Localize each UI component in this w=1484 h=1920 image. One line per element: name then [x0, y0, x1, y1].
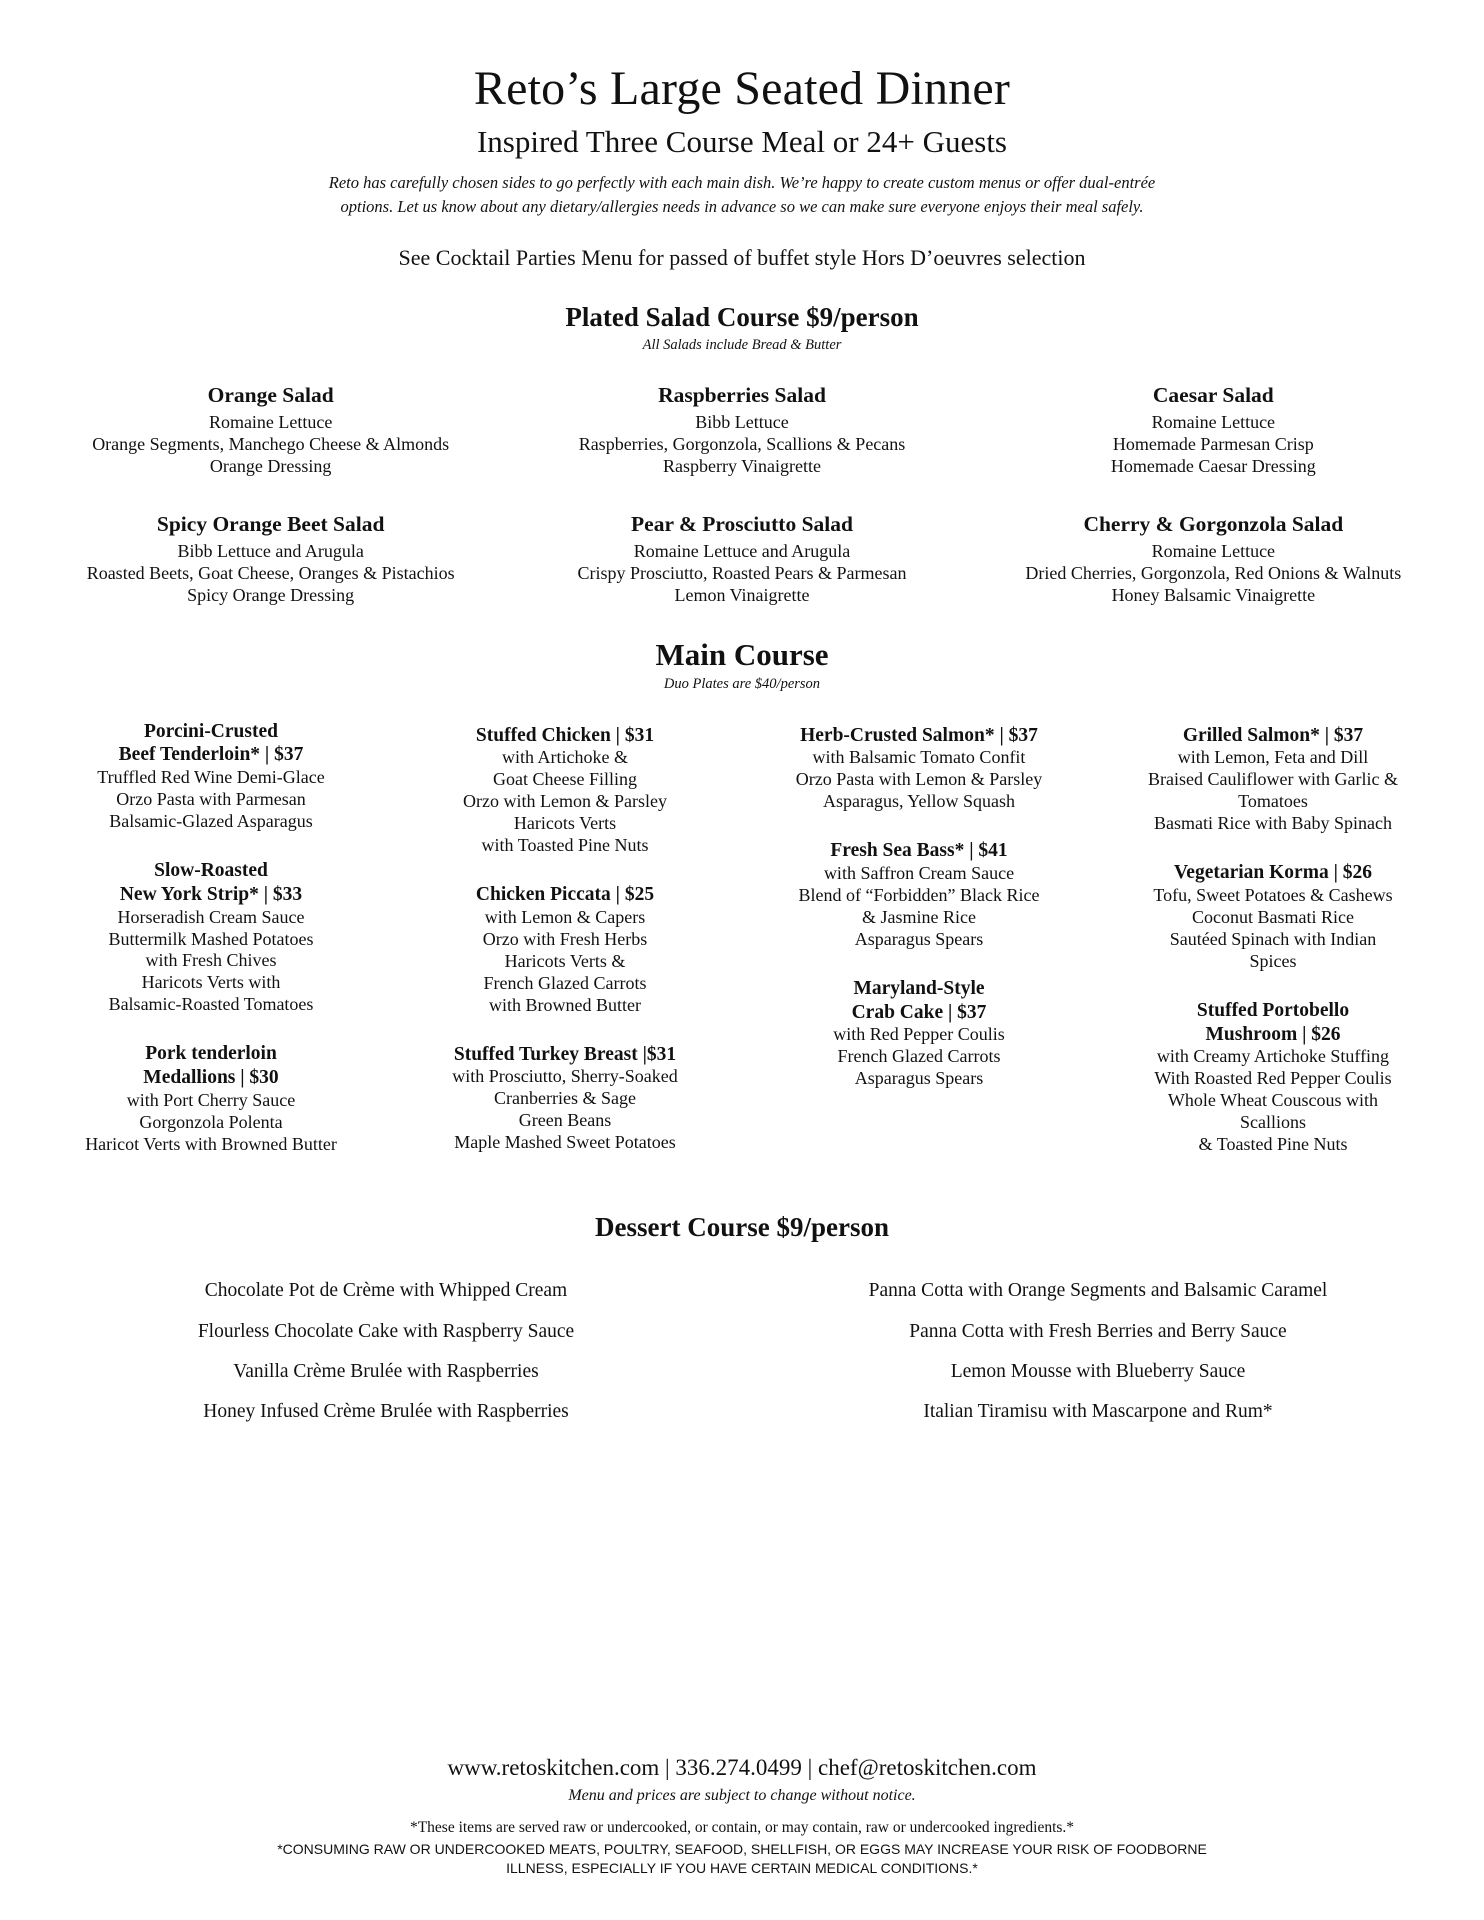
salad-item [983, 511, 1444, 606]
dish-desc-line: Whole Wheat Couscous with [1167, 1090, 1379, 1111]
salad-desc-line: Romaine Lettuce [1151, 411, 1276, 432]
salad-name: Pear & Prosciutto Salad [631, 512, 853, 537]
dish [394, 883, 736, 1017]
intro-paragraph [292, 171, 1192, 219]
dish-name [748, 839, 1090, 863]
dessert-item: Vanilla Crème Brulée with Raspberries [233, 1360, 539, 1382]
footer-contact-line: www.retoskitchen.com | 336.274.0499 | chef@retoskitchen.com [447, 1755, 1037, 1781]
dish-name-line: Chicken Piccata | $25 [475, 884, 655, 906]
main-course-heading: Main Course [655, 636, 829, 672]
dish-desc-line: French Glazed Carrots [483, 972, 647, 993]
dish-desc-line: With Roasted Red Pepper Coulis [1154, 1068, 1392, 1089]
dish-desc-line: Asparagus Spears [854, 928, 984, 949]
dish [40, 1042, 382, 1155]
salad-desc-line: Honey Balsamic Vinaigrette [1111, 585, 1316, 606]
salad-desc-line: Raspberries, Gorgonzola, Scallions & Pecans [578, 434, 906, 455]
main-course-grid [40, 720, 1444, 1183]
salad-description [987, 411, 1440, 477]
dessert-item: Lemon Mousse with Blueberry Sauce [950, 1360, 1246, 1382]
dessert-course-heading: Dessert Course $9/person [595, 1212, 889, 1243]
dessert-column-right [752, 1279, 1444, 1441]
dish-desc-line: Basmati Rice with Baby Spinach [1154, 813, 1392, 834]
dish-desc-line: Asparagus, Yellow Squash [822, 791, 1015, 812]
salad-description [987, 540, 1440, 606]
dish-name-line: Pork tenderloin [145, 1043, 277, 1065]
dish-desc-line: Braised Cauliflower with Garlic & [1148, 769, 1398, 790]
dish-name-line: Slow-Roasted [154, 860, 268, 882]
dish-desc-line: with Fresh Chives [145, 950, 277, 971]
dish-name-line: Herb-Crusted Salmon* | $37 [800, 724, 1038, 746]
dish [1102, 861, 1444, 973]
dish-desc-line: Orzo Pasta with Parmesan [116, 789, 306, 810]
salad-grid [40, 382, 1444, 607]
dish-desc-line: Green Beans [518, 1110, 612, 1131]
dish-desc-line: Blend of “Forbidden” Black Rice [798, 884, 1040, 905]
dish-desc-line: with Creamy Artichoke Stuffing [1156, 1046, 1390, 1067]
dish [40, 859, 382, 1016]
salad-desc-line: Romaine Lettuce [208, 411, 333, 432]
dish-description [394, 1066, 736, 1154]
footer-health-warning-line: *CONSUMING RAW OR UNDERCOOKED MEATS, POULTRY, SEAFOOD, SHELLFISH, OR EGGS MAY INCREASE YOUR RISK OF FOODBORNE [277, 1841, 1207, 1858]
dish-desc-line: with Red Pepper Coulis [833, 1024, 1005, 1045]
dish-name-line: Fresh Sea Bass* | $41 [830, 840, 1008, 862]
salad-item [40, 511, 501, 606]
salad-name: Orange Salad [207, 383, 334, 408]
salad-name: Caesar Salad [1152, 383, 1274, 408]
dish-name-line: Mushroom | $26 [1205, 1023, 1341, 1045]
dish-desc-line: French Glazed Carrots [837, 1046, 1001, 1067]
salad-desc-line: Crispy Prosciutto, Roasted Pears & Parmesan [577, 563, 907, 584]
dish-description [748, 1024, 1090, 1090]
salad-course-subheading: All Salads include Bread & Butter [642, 336, 842, 353]
dish-name-line: Vegetarian Korma | $26 [1174, 862, 1372, 884]
dish-name-line: Beef Tenderloin* | $37 [118, 744, 304, 766]
dish-description [1102, 885, 1444, 973]
salad-description [515, 411, 968, 477]
dish-name [40, 720, 382, 768]
salad-desc-line: Homemade Caesar Dressing [1110, 456, 1316, 477]
dish-desc-line: with Balsamic Tomato Confit [812, 747, 1026, 768]
dish-desc-line: Balsamic-Roasted Tomatoes [108, 994, 314, 1015]
dish-name-line: Crab Cake | $37 [851, 1001, 987, 1023]
dish-name-line: Stuffed Turkey Breast |$31 [453, 1043, 677, 1065]
dish-desc-line: Sautéed Spinach with Indian [1169, 928, 1377, 949]
salad-desc-line: Spicy Orange Dressing [187, 585, 355, 606]
main-course-subheading: Duo Plates are $40/person [663, 676, 821, 693]
main-course-column [394, 720, 736, 1181]
dish-desc-line: Truffled Red Wine Demi-Glace [97, 767, 325, 788]
dish [394, 724, 736, 858]
salad-desc-line: Homemade Parmesan Crisp [1112, 434, 1314, 455]
dessert-item: Flourless Chocolate Cake with Raspberry Sauce [197, 1320, 575, 1342]
intro-line-2: options. Let us know about any dietary/allergies needs in advance so we can make sure everyone enjoys their meal safely. [340, 197, 1144, 217]
dish [748, 724, 1090, 814]
dish-name [748, 977, 1090, 1025]
dish-description [394, 907, 736, 1017]
salad-name: Cherry & Gorgonzola Salad [1083, 512, 1344, 537]
salad-name: Raspberries Salad [658, 383, 826, 408]
salad-desc-line: Romaine Lettuce and Arugula [633, 541, 851, 562]
dish-name-line: Stuffed Chicken | $31 [475, 724, 655, 746]
dish-name-line: Maryland-Style [853, 977, 985, 999]
dish-name [394, 883, 736, 907]
main-course-column [1102, 720, 1444, 1183]
dessert-item: Honey Infused Crème Brulée with Raspberries [203, 1401, 569, 1423]
dish-desc-line: Orzo Pasta with Lemon & Parsley [795, 769, 1043, 790]
salad-desc-line: Bibb Lettuce [695, 411, 789, 432]
dish-desc-line: Asparagus Spears [854, 1068, 984, 1089]
salad-item [983, 382, 1444, 477]
salad-desc-line: Orange Dressing [209, 456, 332, 477]
dessert-column-left [40, 1279, 732, 1441]
dish-desc-line: with Toasted Pine Nuts [481, 835, 649, 856]
dish-desc-line: Tofu, Sweet Potatoes & Cashews [1153, 884, 1393, 905]
dish-description [40, 767, 382, 833]
dish-desc-line: Buttermilk Mashed Potatoes [108, 928, 314, 949]
dish-desc-line: Horseradish Cream Sauce [117, 906, 305, 927]
footer-raw-warning: *These items are served raw or undercooked, or contain, or may contain, raw or undercooked ingredients.* [409, 1818, 1075, 1836]
footer-health-warning [0, 1840, 1484, 1878]
dish-name [40, 859, 382, 907]
salad-desc-line: Roasted Beets, Goat Cheese, Oranges & Pistachios [86, 563, 455, 584]
dish-desc-line: Haricots Verts with [141, 972, 281, 993]
dish-name [1102, 861, 1444, 885]
dish [1102, 724, 1444, 836]
dish-description [1102, 747, 1444, 835]
salad-desc-line: Dried Cherries, Gorgonzola, Red Onions & Walnuts [1025, 563, 1402, 584]
dish-desc-line: Scallions [1240, 1112, 1306, 1133]
dish-desc-line: Haricot Verts with Browned Butter [85, 1133, 337, 1154]
dish-desc-line: & Jasmine Rice [862, 906, 976, 927]
dish-desc-line: with Prosciutto, Sherry-Soaked [452, 1066, 678, 1087]
dish-desc-line: Orzo with Lemon & Parsley [463, 791, 667, 812]
dish-name [748, 724, 1090, 748]
dish-desc-line: Haricots Verts & [504, 950, 626, 971]
dish-desc-line: Orzo with Fresh Herbs [482, 928, 648, 949]
dish-desc-line: & Toasted Pine Nuts [1198, 1134, 1348, 1155]
dessert-grid [40, 1279, 1444, 1441]
dessert-item: Italian Tiramisu with Mascarpone and Rum* [923, 1401, 1273, 1423]
salad-item [511, 511, 972, 606]
salad-desc-line: Bibb Lettuce and Arugula [177, 541, 364, 562]
dish-description [1102, 1046, 1444, 1156]
salad-course-heading: Plated Salad Course $9/person [565, 301, 919, 332]
main-course-column [748, 720, 1090, 1117]
dish [748, 977, 1090, 1090]
salad-desc-line: Orange Segments, Manchego Cheese & Almonds [92, 434, 450, 455]
dish-name-line: Stuffed Portobello [1196, 999, 1350, 1021]
dish-desc-line: Tomatoes [1238, 791, 1308, 812]
dish-desc-line: Cranberries & Sage [494, 1088, 636, 1109]
salad-desc-line: Raspberry Vinaigrette [662, 456, 822, 477]
dish-name [394, 1043, 736, 1067]
dish-name [1102, 724, 1444, 748]
dish-desc-line: Maple Mashed Sweet Potatoes [454, 1132, 676, 1153]
dish-desc-line: with Saffron Cream Sauce [823, 863, 1015, 884]
dish-desc-line: Goat Cheese Filling [493, 769, 637, 790]
dish-desc-line: with Lemon, Feta and Dill [1177, 747, 1369, 768]
salad-description [44, 411, 497, 477]
dish [1102, 999, 1444, 1156]
page-title: Reto’s Large Seated Dinner [473, 62, 1011, 115]
dish-desc-line: Gorgonzola Polenta [139, 1111, 283, 1132]
page-subtitle: Inspired Three Course Meal or 24+ Guests [476, 123, 1007, 159]
dish-desc-line: Balsamic-Glazed Asparagus [109, 811, 313, 832]
main-course-column [40, 720, 382, 1182]
dish-description [40, 1090, 382, 1156]
dish-description [40, 907, 382, 1017]
dish-description [748, 747, 1090, 813]
cocktail-parties-note: See Cocktail Parties Menu for passed of buffet style Hors D’oeuvres selection [398, 245, 1086, 271]
dish-desc-line: with Browned Butter [489, 994, 641, 1015]
salad-description [44, 540, 497, 606]
footer [0, 1754, 1484, 1878]
dish-name-line: New York Strip* | $33 [119, 883, 303, 905]
salad-description [515, 540, 968, 606]
dish-desc-line: Haricots Verts [513, 813, 617, 834]
intro-line-1: Reto has carefully chosen sides to go perfectly with each main dish. We’re happy to create custom menus or offer dual-entrée [328, 173, 1156, 193]
dish-name-line: Medallions | $30 [143, 1067, 279, 1089]
dish-name [394, 724, 736, 748]
dish-desc-line: Spices [1249, 950, 1297, 971]
dish [40, 720, 382, 833]
dish-desc-line: with Port Cherry Sauce [126, 1089, 296, 1110]
dish [394, 1043, 736, 1155]
salad-desc-line: Romaine Lettuce [1151, 541, 1276, 562]
dessert-item: Panna Cotta with Fresh Berries and Berry Sauce [909, 1320, 1287, 1342]
dish-desc-line: Coconut Basmati Rice [1192, 906, 1354, 927]
salad-desc-line: Lemon Vinaigrette [674, 585, 810, 606]
dessert-item: Chocolate Pot de Crème with Whipped Cream [204, 1280, 568, 1302]
dish [748, 839, 1090, 951]
dish-description [748, 863, 1090, 951]
footer-price-note: Menu and prices are subject to change without notice. [568, 1786, 916, 1804]
salad-item [40, 382, 501, 477]
dish-desc-line: with Artichoke & [502, 747, 628, 768]
dish-name-line: Porcini-Crusted [144, 720, 278, 742]
dish-name-line: Grilled Salmon* | $37 [1182, 724, 1364, 746]
dish-name [1102, 999, 1444, 1047]
dish-desc-line: with Lemon & Capers [484, 906, 646, 927]
footer-health-warning-line: ILLNESS, ESPECIALLY IF YOU HAVE CERTAIN MEDICAL CONDITIONS.* [506, 1860, 978, 1877]
dish-name [40, 1042, 382, 1090]
salad-name: Spicy Orange Beet Salad [156, 512, 385, 537]
dish-description [394, 747, 736, 857]
dessert-item: Panna Cotta with Orange Segments and Balsamic Caramel [868, 1280, 1328, 1302]
salad-item [511, 382, 972, 477]
